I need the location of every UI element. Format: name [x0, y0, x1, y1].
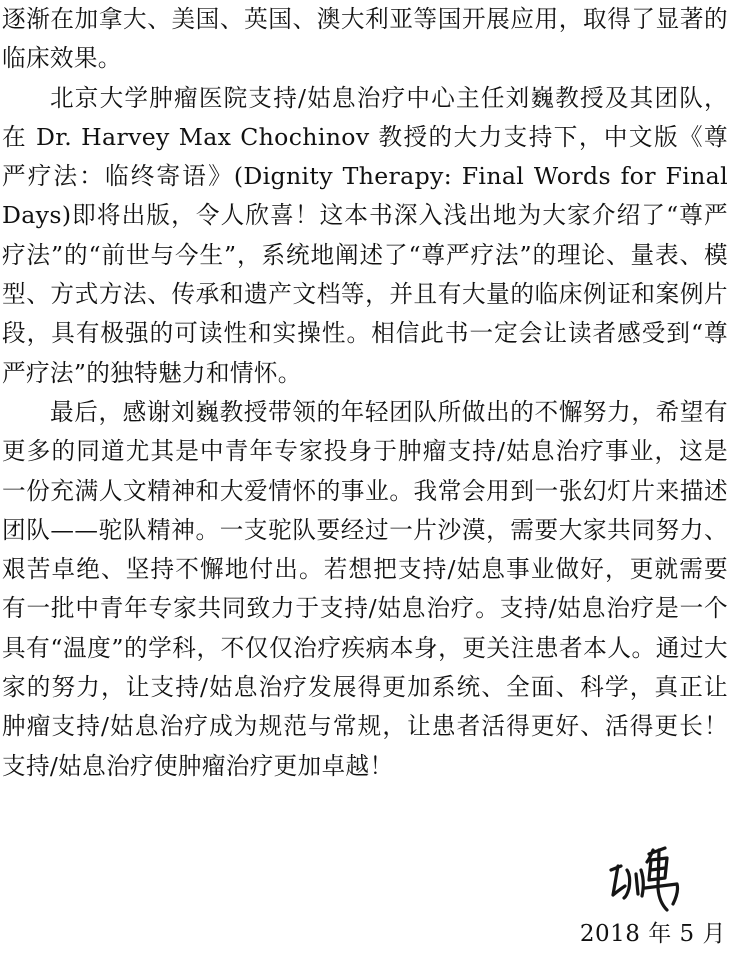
paragraph-book-introduction: 北京大学肿瘤医院支持/姑息治疗中心主任刘巍教授及其团队，在 Dr. Harvey Max Chochinov 教授的大力支持下，中文版《尊严疗法：临终寄语》(Dignity Therapy: Final Words for Final Days)即将出版，令人欣喜！这本书深入浅出地为大家介绍了“尊严疗法”的“前世与今生”，系统地阐述了“尊严疗法”的理论、量表、模型、方式方法、传承和遗产文档等，并且有大量的临床例证和案例片段，具有极强的可读性和实操性。相信此书一定会让读者感受到“尊严疗法”的独特魅力和情怀。	[2, 83, 728, 387]
handwritten-signature	[607, 840, 687, 920]
date-line: 2018 年 5 月	[579, 921, 726, 947]
paragraph-continuation: 逐渐在加拿大、美国、英国、澳大利亚等国开展应用，取得了显著的临床效果。	[2, 5, 728, 73]
body-text	[2, 0, 728, 786]
paragraph-closing-remarks: 最后，感谢刘巍教授带领的年轻团队所做出的不懈努力，希望有更多的同道尤其是中青年专家投身于肿瘤支持/姑息治疗事业，这是一份充满人文精神和大爱情怀的事业。我常会用到一张幻灯片来描述团队——驼队精神。一支驼队要经过一片沙漠，需要大家共同努力、艰苦卓绝、坚持不懈地付出。若想把支持/姑息事业做好，更就需要有一批中青年专家共同致力于支持/姑息治疗。支持/姑息治疗是一个具有“温度”的学科，不仅仅治疗疾病本身，更关注患者本人。通过大家的努力，让支持/姑息治疗发展得更加系统、全面、科学，真正让肿瘤支持/姑息治疗成为规范与常规，让患者活得更好、活得更长！支持/姑息治疗使肿瘤治疗更加卓越！	[2, 397, 728, 780]
